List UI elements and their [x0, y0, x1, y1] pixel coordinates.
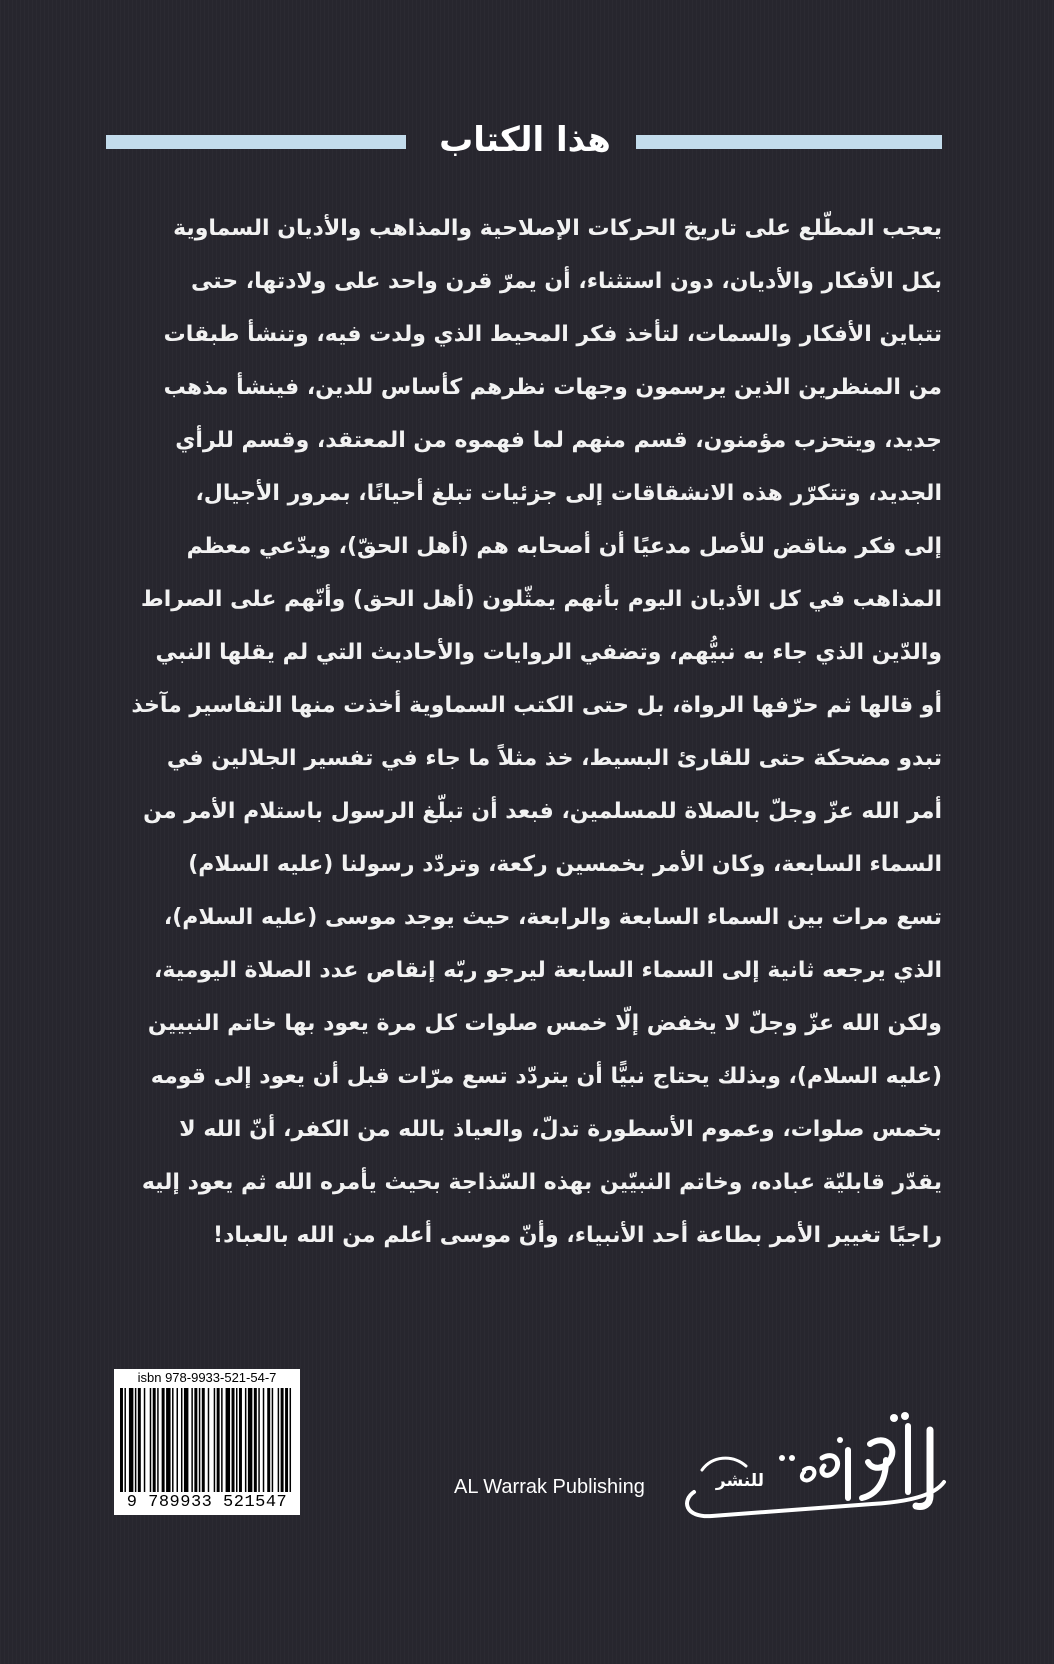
- barcode-bar: [278, 1388, 279, 1492]
- barcode-bar: [172, 1388, 173, 1492]
- blurb-line: من المنظرين الذين يرسمون وجهات نظرهم كأساس للدين، فينشأ مذهب: [163, 375, 942, 400]
- barcode-bars: [120, 1388, 294, 1492]
- blurb-text: [100, 202, 942, 1262]
- barcode-bar: [184, 1388, 188, 1492]
- barcode-bar: [245, 1388, 246, 1492]
- barcode-bar: [202, 1388, 205, 1492]
- barcode-bar: [239, 1388, 242, 1492]
- barcode-bar: [144, 1388, 145, 1492]
- isbn-barcode: [114, 1369, 300, 1515]
- barcode-bar: [191, 1388, 192, 1492]
- barcode-bar: [214, 1388, 215, 1492]
- barcode-bar: [290, 1388, 291, 1492]
- barcode-bar: [208, 1388, 209, 1492]
- barcode-bar: [153, 1388, 156, 1492]
- barcode-bar: [232, 1388, 235, 1492]
- blurb-line: إلى فكر مناقض للأصل مدعيًا أن أصحابه هم (أهل الحقّ)، ويدّعي معظم: [186, 534, 942, 559]
- barcode-bar: [129, 1388, 133, 1492]
- section-header: [106, 120, 942, 162]
- publisher-logo: [672, 1400, 952, 1522]
- barcode-bar: [194, 1388, 197, 1492]
- barcode-bar: [120, 1388, 123, 1492]
- blurb-line: أو قالها ثم حرّفها الرواة، بل حتى الكتب السماوية أخذت منها التفاسير مآخذ: [131, 693, 942, 718]
- barcode-bar: [150, 1388, 151, 1492]
- blurb-line: يقدّر قابليّة عباده، وخاتم النبيّين بهذه السّذاجة بحيث يأمره الله ثم يعود إليه: [141, 1170, 942, 1195]
- barcode-bar: [157, 1388, 158, 1492]
- blurb-line: ولكن الله عزّ وجلّ لا يخفض إلّا خمس صلوات كل مرة يعود بها خاتم النبيين: [147, 1011, 942, 1036]
- blurb-line: أمر الله عزّ وجلّ بالصلاة للمسلمين، فبعد أن تبلّغ الرسول باستلام الأمر من: [143, 799, 942, 824]
- blurb-line: والدّين الذي جاء به نبيُّهم، وتضفي الروايات والأحاديث التي لم يقلها النبي: [155, 640, 942, 665]
- barcode-bar: [135, 1388, 136, 1492]
- barcode-bar: [285, 1388, 288, 1492]
- blurb-line: جديد، ويتحزب مؤمنون، قسم منهم لما فهموه من المعتقد، وقسم للرأي: [175, 428, 942, 453]
- barcode-bar: [281, 1388, 284, 1492]
- barcode-bar: [177, 1388, 178, 1492]
- blurb-line: تسع مرات بين السماء السابعة والرابعة، حيث يوجد موسى (عليه السلام)،: [163, 905, 942, 930]
- barcode-bar: [263, 1388, 264, 1492]
- barcode-bar: [248, 1388, 252, 1492]
- barcode-bar: [162, 1388, 165, 1492]
- blurb-line: راجيًا تغيير الأمر بطاعة أحد الأنبياء، وأنّ موسى أعلم من الله بالعباد!: [213, 1223, 942, 1248]
- barcode-bar: [254, 1388, 257, 1492]
- barcode-bar: [181, 1388, 182, 1492]
- blurb-line: يعجب المطّلع على تاريخ الحركات الإصلاحية والمذاهب والأديان السماوية: [173, 216, 942, 241]
- barcode-bar: [166, 1388, 170, 1492]
- barcode-digits: 9 789933 521547: [126, 1493, 288, 1512]
- barcode-bar: [221, 1388, 222, 1492]
- blurb-line: بكل الأفكار والأديان، دون استثناء، أن يمرّ قرن واحد على ولادتها، حتى: [190, 269, 942, 294]
- barcode-bar: [138, 1388, 141, 1492]
- blurb-line: تبدو مضحكة حتى للقارئ البسيط، خذ مثلاً ما جاء في تفسير الجلالين في: [166, 746, 942, 771]
- blurb-line: الجديد، وتتكرّر هذه الانشقاقات إلى جزئيات تبلغ أحيانًا، بمرور الأجيال،: [195, 481, 942, 506]
- blurb-line: المذاهب في كل الأديان اليوم بأنهم يمثّلون (أهل الحق) وأنّهم على الصراط: [140, 587, 942, 612]
- barcode-bar: [267, 1388, 270, 1492]
- header-rule-right: [636, 135, 942, 149]
- barcode-bar: [236, 1388, 237, 1492]
- barcode-bar: [258, 1388, 259, 1492]
- header-rule-left: [106, 135, 406, 149]
- barcode-bar: [226, 1388, 230, 1492]
- blurb-line: تتباين الأفكار والسمات، لتأخذ فكر المحيط الذي ولدت فيه، وتنشأ طبقات: [163, 322, 942, 347]
- barcode-bar: [199, 1388, 200, 1492]
- publisher-logo-label: للنشر: [715, 1471, 765, 1491]
- section-heading: هذا الكتاب: [439, 120, 611, 160]
- blurb-line: بخمس صلوات، وعموم الأسطورة تدلّ، والعياذ بالله من الكفر، أنّ الله لا: [179, 1117, 942, 1142]
- publisher-name: AL Warrak Publishing: [454, 1476, 645, 1498]
- isbn-label: isbn 978-9933-521-54-7: [137, 1370, 277, 1385]
- blurb-line: الذي يرجعه ثانية إلى السماء السابعة ليرجو ربّه إنقاص عدد الصلاة اليومية،: [154, 958, 942, 983]
- blurb-line: السماء السابعة، وكان الأمر بخمسين ركعة، وتردّد رسولنا (عليه السلام): [188, 852, 942, 877]
- barcode-bar: [124, 1388, 125, 1492]
- blurb-line: (عليه السلام)، وبذلك يحتاج نبيًّا أن يتردّد تسع مرّات قبل أن يعود إلى قومه: [150, 1064, 942, 1089]
- barcode-bar: [272, 1388, 273, 1492]
- barcode-bar: [217, 1388, 220, 1492]
